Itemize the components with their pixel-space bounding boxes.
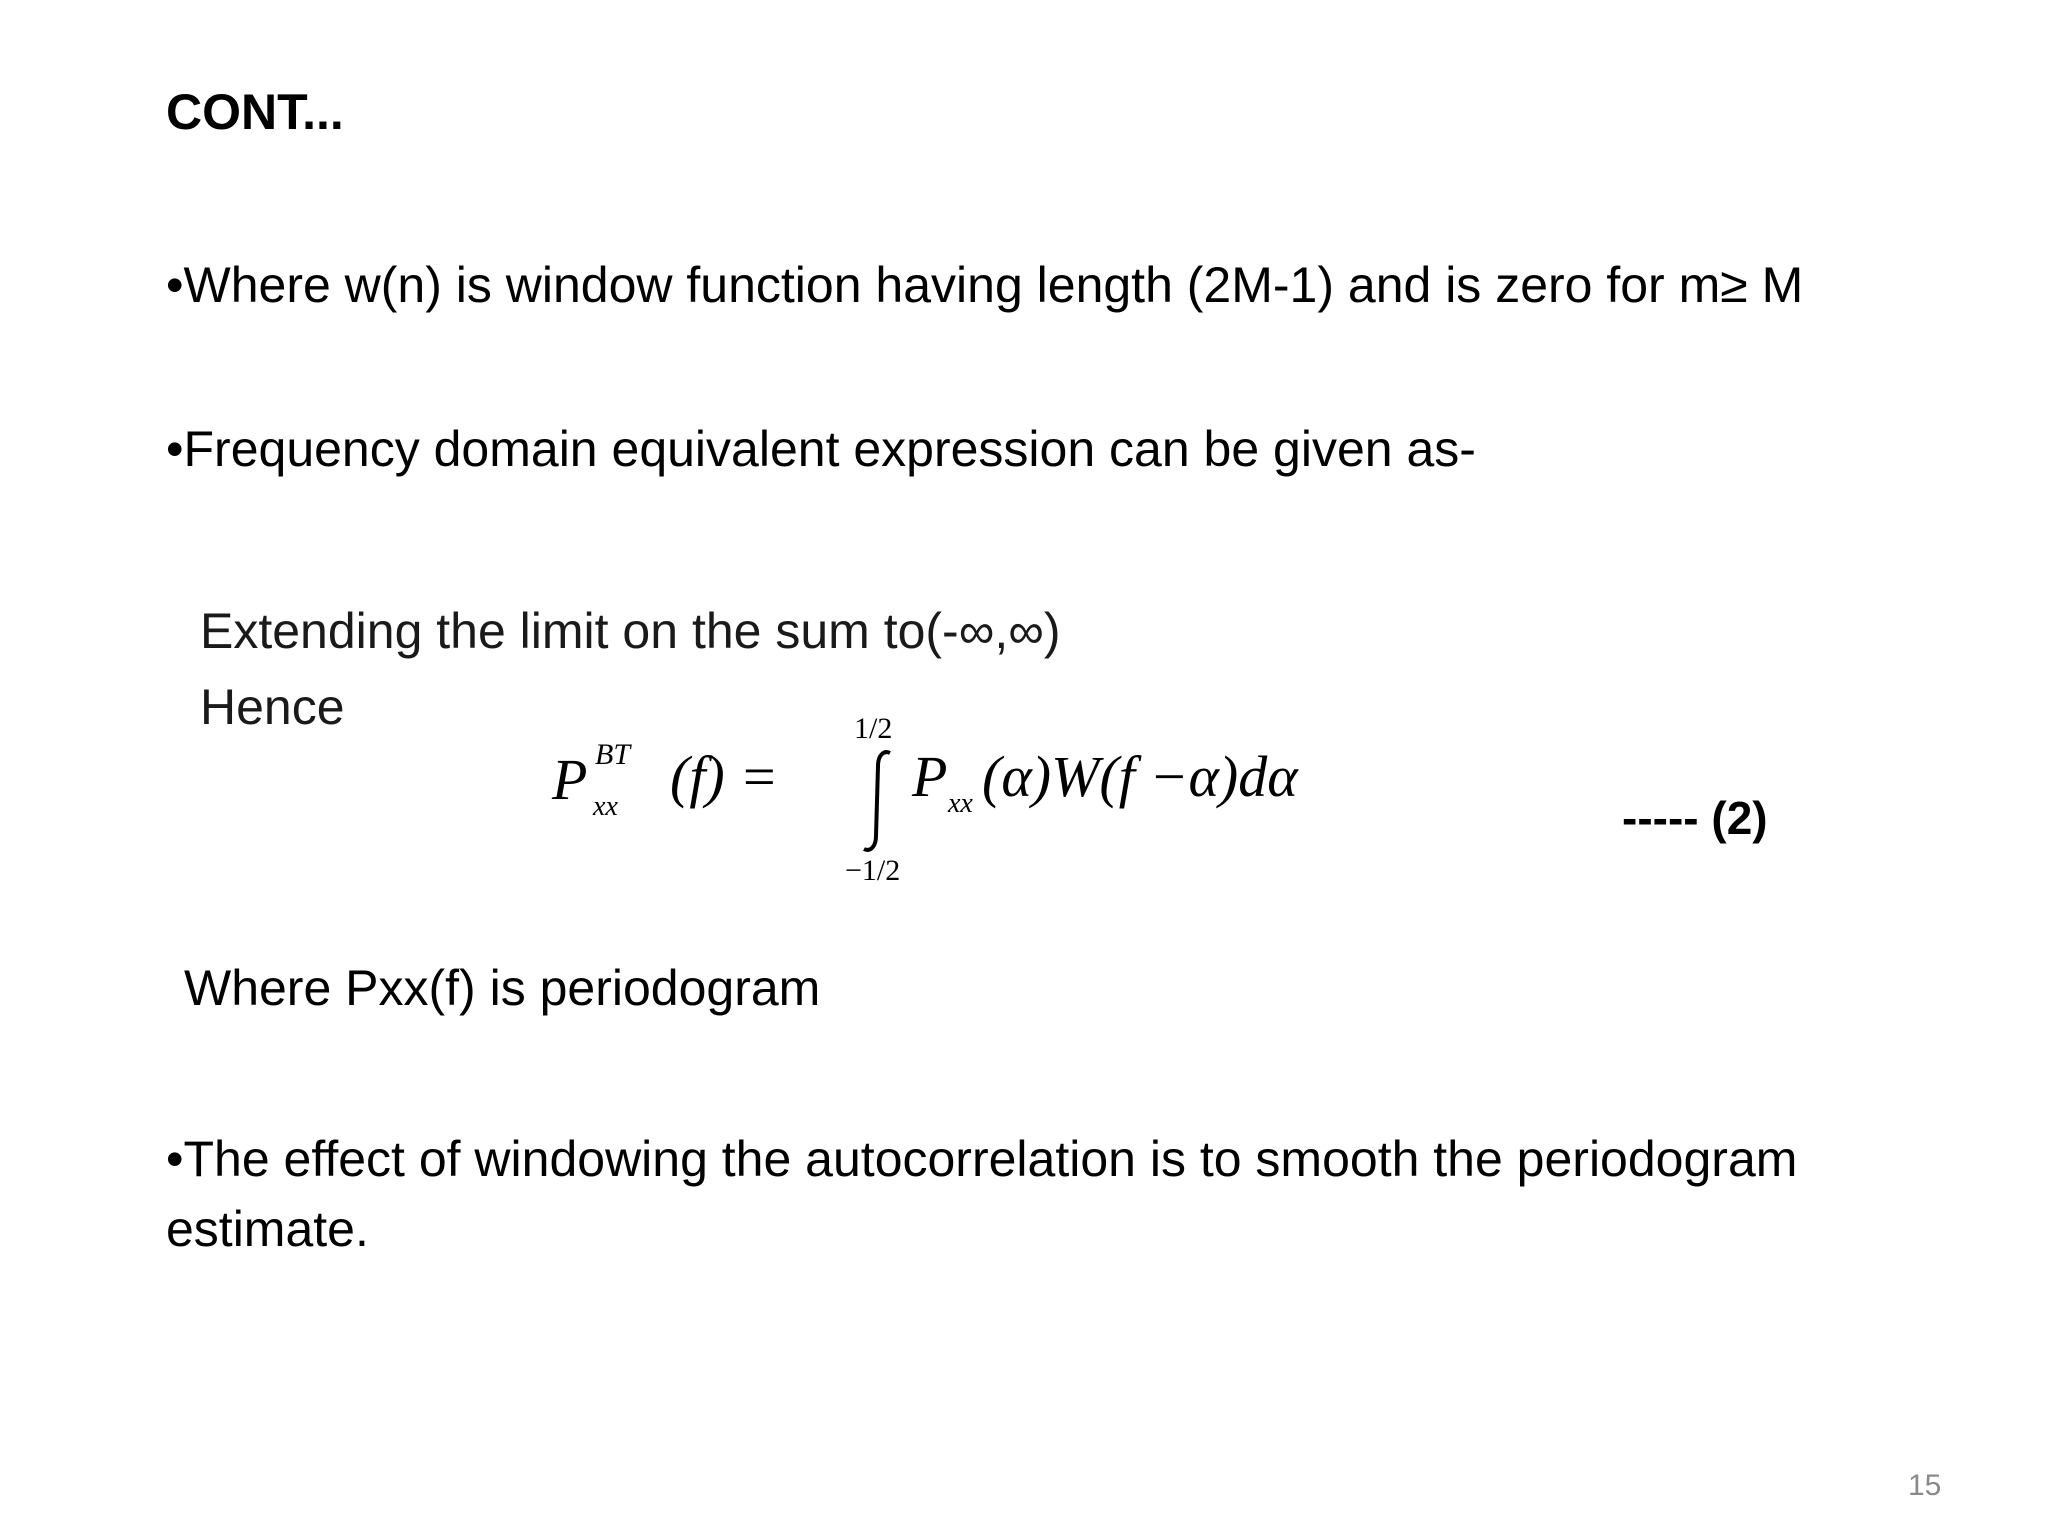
equation-label: ----- (2) <box>1622 792 1768 844</box>
slide-title: CONT... <box>166 84 344 140</box>
lhs-bt-superscript: BT <box>595 738 631 771</box>
formula-extension-line: Extending the limit on the sum to(-∞,∞) <box>200 603 1061 659</box>
bullet-frequency-domain: •Frequency domain equivalent expression can be given as- <box>166 421 1476 477</box>
integral-upper-limit: 1/2 <box>854 712 893 745</box>
integrand-p: P <box>912 744 948 809</box>
page-number: 15 <box>1908 1469 1942 1502</box>
periodogram-note: Where Pxx(f) is periodogram <box>184 960 821 1016</box>
bullet-windowing-effect: •The effect of windowing the autocorrelation is to smooth the periodogram estimate. <box>166 1131 1798 1257</box>
integral-sign <box>864 752 890 850</box>
formula-image <box>190 590 1540 890</box>
lhs-xx-subscript: xx <box>593 791 618 822</box>
lhs-argument: (f) = <box>670 744 779 809</box>
formula-hence: Hence <box>200 679 345 735</box>
integrand-xx-subscript: xx <box>948 788 973 819</box>
bullet-window-function: •Where w(n) is window function having length (2M-1) and is zero for m≥ M <box>166 257 1804 313</box>
integrand-rest: (α)W(f −α)dα <box>982 744 1298 809</box>
lhs-p: P <box>552 747 588 812</box>
integral-lower-limit: −1/2 <box>845 854 901 887</box>
bt-equation <box>190 590 1540 890</box>
